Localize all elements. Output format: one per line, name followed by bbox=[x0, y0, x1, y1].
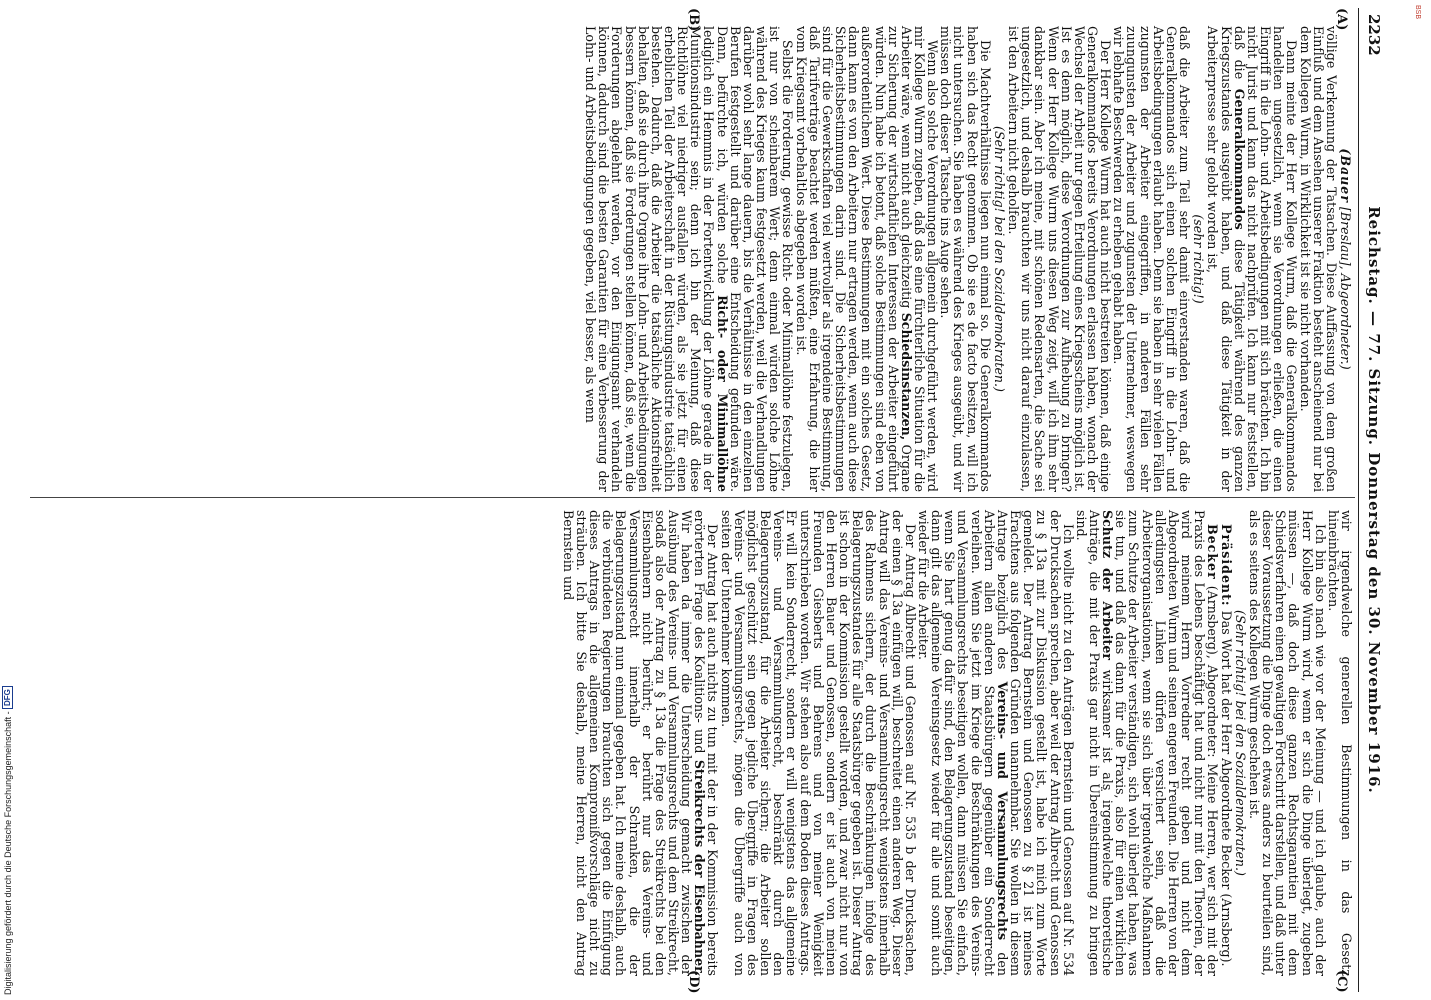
speaker-name: Präsident: bbox=[1218, 524, 1234, 607]
speaker-line bbox=[1339, 26, 1352, 492]
paragraph bbox=[1219, 510, 1232, 976]
speaker-role: [Breslau], Abgeordneter.) bbox=[1338, 202, 1353, 370]
paragraph: völlige Verkennung der Tatsachen. Diese Auffassung von dem großen Einfluß und dem Ansehen unserer Fraktion besteht anscheinend nur bei dem Kollegen Wurm, in Wirklichkeit ist sie nicht vorhanden. bbox=[1297, 26, 1339, 492]
text-run: Das Wort hat der Herr Abgeordnete Becker (Arnsberg). bbox=[1218, 606, 1234, 967]
dfg-logo: DFG bbox=[2, 686, 13, 709]
text-run: Ich wollte nicht zu den Anträgen Bernstein und Genossen auf Nr. 534 der Drucksachen sprechen, aber weil der Antrag Albrecht und Genossen zu § 13a mit zur Diskussion gestellt ist, habe ich mich zum Worte gemeldet. Der Antrag Bernstein und Genossen zu § 21 ist meines Erachtens aus folgenden Gründen unannehmbar. Sie wollen in diesem Antrage bezüglich des bbox=[994, 510, 1076, 976]
paragraph bbox=[794, 26, 939, 492]
text-run: Dann meinte der Herr Kollege Wurm, daß die Generalkommandos handelten ungesetzlich, wenn sie Verordnungen erließen, die einen Eingriff in die Lohn- und Arbeitsbedingungen mit sich brächten. Ich bin nicht Jurist und kann das nicht nachprüfen. Ich kann nur feststellen, daß die bbox=[1231, 26, 1300, 492]
text-run: Organe zur Sicherung der wirtschaftlichen Interessen der Arbeiter eingeführt würden. Nun habe ich betont, daß solche Bestimmungen sind eben von außerordentlichem Wert. Diese Bestimmungen mit ein solches Gesetz, dann kann es von den Arbeitern nur ertragen werden, wenn auch diese Sicherheitsbestimmungen darin sind. Die Sicherheitsbestimmungen sind für die Gewerkschaften viel wertvoller als irgendeine Bestimmung, daß Tarifverträge beachtet werden müßten, eine Erfahrung, die hier vom Kriegsamt vorbehaltlos abgegeben worden ist. bbox=[793, 26, 914, 493]
margin-marker-d: (D) bbox=[686, 970, 701, 994]
column-divider bbox=[30, 497, 1355, 498]
text-run: den Arbeitern allen anderen Staatsbürgern gegenüber ein Sonderrecht verleihen. Wenn Sie jetzt im Kriege die Beschränkungen des Vereins- und Versammlungsrechts beseitigen wollen, dann müssen Sie einfach, wenn Sie hart genug dafür sind, den Belagerungszustand beseitigen, dann gilt das allgemeine Vereinsgesetz wieder für alle und somit auch wieder für die Arbeiter. bbox=[916, 510, 1010, 976]
right-column bbox=[562, 510, 1353, 976]
footer-text: Digitalisierung gefördert durch die Deutsche Forschungsgemeinschaft - bbox=[3, 711, 13, 995]
text-run: diese Tätigkeit während des ganzen Kriegszustandes ausgeübt haben, und daß diese Tätigkeit in der Arbeiterpresse sehr gelobt worden ist, bbox=[1205, 26, 1247, 493]
text-run: Wir haben da immer die Unterscheidung gemacht zwischen der Ausübung des Vereins- und Versammlungsrechts und dem Streikrecht, sodaß also der Antrag zu § 13a die Frage des Streikrechts bei den Eisenbahnern nicht berührt; er berührt nur das Vereins- und Versammlungsrecht innerhalb der Schranken, die der Belagerungszustand nun einmal gegeben hat. Ich meine deshalb, auch die verbündeten Regierungen brauchten sich gegen die Einfügung dieses Antrags in die allgemeinen Kompromißvorschläge nicht zu sträuben. Ich bitte Sie deshalb, meine Herren, nicht den Antrag Bernstein und bbox=[560, 510, 695, 976]
margin-marker-a: (A) bbox=[1334, 8, 1349, 31]
stamp-label: BSB bbox=[1414, 4, 1421, 19]
rotated-page-content bbox=[20, 8, 1385, 992]
paragraph: wir irgendwelche generellen Bestimmungen in das Gesetz hineinbrächten. bbox=[1325, 510, 1354, 976]
paragraph: Ich bin also nach wie vor der Meinung — und ich glaube, auch der Herr Kollege Wurm wird, wenn er sich die Dinge überlegt, zugeben müssen —, daß doch diese ganzen Rechtsgarantien mit dem Schiedsverfahren einen gewaltigen Fortschritt darstellen, und daß unter dieser Voraussetzung die Dinge doch etwas anders zu beurteilen sind, als es seitens des Kollegen Wurm geschehen ist. bbox=[1246, 510, 1328, 976]
page-header bbox=[1361, 8, 1385, 992]
paragraph bbox=[917, 510, 1075, 976]
margin-marker-c: (C) bbox=[1334, 970, 1349, 993]
paragraph: Der Antrag Albrecht und Genossen auf Nr. 535 b der Drucksachen, der einen § 13a einfügen will, beschreitet einen anderen Weg. Dieser Antrag will das Vereins- und Versammlungsrecht wenigstens innerhalb des Rahmens sichern, der durch die Beschränkungen infolge des Belagerungszustandes für alle Staatsbürger gegeben ist. Dieser Antrag ist schon in der Kommission gestellt worden, und zwar nicht nur von den Herren Bauer und Genossen, sondern er ist auch von meinen Freunden Giesberts und Behrens und von meiner Wenigkeit unterschrieben worden. Wir stehen also auf dem Boden dieses Antrags. Er will kein Sonderrecht, sondern er will wenigstens das allgemeine Vereins- und Versammlungsrecht, beschränkt durch den Belagerungszustand, für die Arbeiter sichern; die Arbeiter sollen möglichst geschützt sein gegen jegliche Übergriffe in Fragen des Vereins- und Versammlungsrechts, mögen die Übergriffe auch von seiten der Unternehmer kommen. bbox=[718, 510, 918, 976]
text-run: Wenn also solche Verordnungen allgemein durchgeführt werden, wird mir Kollege Wurm zugeben, daß das eine fürchterliche Situation für die Arbeiter wäre, wenn nicht auch gleichzeitig bbox=[898, 26, 941, 492]
interjection: (sehr richtig!) bbox=[1191, 214, 1207, 304]
paragraph bbox=[562, 510, 720, 976]
emphasis: Streikrechts der Eisenbahner. bbox=[692, 759, 708, 976]
emphasis: Schutz der Arbeiter bbox=[1100, 510, 1116, 660]
emphasis: Vereins- und Versammlungsrechts bbox=[994, 681, 1010, 941]
paragraph bbox=[1075, 510, 1220, 976]
text-run: lediglich ein Hemmnis in der Fortentwicklung der Löhne gerade in der Munitionsindustrie sein; denn ich bin der Meinung, daß diese Richtlöhne viel niedriger ausfallen würden, als sie jetzt für einen erheblichen Teil der Arbeiterschaft in der Rüstungsindustrie tatsächlich bestehen. Dadurch, daß die Arbeiter die tatsächliche Aktionsfreiheit behalten, daß sie durch ihre Organe ihre Lohn- und Arbeitsbedingungen bessern können, daß sie Forderungen stellen können, daß sie, wenn die Forderungen abgelehnt werden, vor den Einigungsamt verhandeln können, dadurch sind die besten Garantien für eine Verbesserung der Lohn- und Arbeitsbedingungen gegeben, viel besser, als wenn bbox=[583, 26, 717, 492]
text-run: Der Antrag hat auch nichts zu tun mit der in der Kommission bereits erörterten Frage des Koalitions- und bbox=[692, 510, 721, 976]
margin-marker-b: (B) bbox=[686, 8, 701, 32]
emphasis: Richt- oder Minimallöhne bbox=[714, 295, 730, 493]
emphasis: Schiedsinstanzen, bbox=[898, 312, 914, 441]
interjection: (Sehr richtig! bei den Sozialdemokraten.) bbox=[1232, 610, 1248, 876]
speaker-name: (Bauer bbox=[1338, 148, 1353, 203]
speaker-name: Becker bbox=[1205, 524, 1221, 580]
text-run: (Arnsberg), Abgeordneter: Meine Herren, wer sich mit der Praxis des Lebens beschäftigt hat und nicht nur mit den Theorien, der wird meinem Herrn Vorredner recht geben und nicht dem Abgeordneten Wurm und seinen engeren Freunden. Die Herren von der allerdingsten Linken dürfen versichert sein, daß die Arbeiterorganisationen, wenn sie sich über irgendwelche Maßnahmen zum Schutze der Arbeiter verständigen, sich wohl überlegt haben, was sie tun, und daß das dann für die Praxis, also für einen wirklichen bbox=[1113, 510, 1221, 976]
paragraph: daß die Arbeiter zum Teil sehr damit einverstanden waren, daß die Generalkommandos sich einen solchen Eingriff in die Lohn- und Arbeitsbedingungen erlaubt haben. Denn sie haben in sehr vielen Fällen zugunsten der Arbeiter eingegriffen, in anderen Fällen sehr zuungunsten der Arbeiter und zugunsten der Unternehmer, weswegen wir lebhafte Beschwerden zu erheben gehabt haben. bbox=[1111, 26, 1193, 492]
emphasis: Generalkommandos bbox=[1231, 88, 1247, 230]
page-title: Reichstag. — 77. Sitzung. Donnerstag den 30. November 1916. bbox=[1365, 206, 1383, 794]
paragraph bbox=[1206, 26, 1298, 492]
paragraph: Die Machtverhältnisse liegen nun einmal so. Die Generalkommandos haben sich das Recht genommen. Ob sie es de facto besitzen, will ich nicht untersuchen. Sie haben es während des Krieges ausgeübt, und wir müssen doch dieser Tatsache ins Auge sehen. bbox=[938, 26, 993, 492]
page-number: 2232 bbox=[1365, 14, 1383, 56]
interjection: (Sehr richtig! bei den Sozialdemokraten.) bbox=[991, 126, 1007, 392]
library-stamp bbox=[1414, 4, 1428, 32]
footer-credit bbox=[2, 600, 16, 995]
text-run: wirksamer ist als irgendwelche theoretische Anträge, die mit der Praxis gar nicht in Übereinstimmung zu bringen sind. bbox=[1073, 510, 1116, 976]
paragraph bbox=[584, 26, 795, 492]
left-column bbox=[584, 26, 1353, 492]
header-rule bbox=[1358, 8, 1359, 992]
paragraph: Der Herr Kollege Wurm hat auch nicht bestreiten können, daß einige Generalkommandos bereits Verordnungen erlassen haben, wonach der Wechsel der Arbeit nur gegen Erteilung eines Kriegsscheins möglich ist. Ist es denn möglich, diese Verordnungen zur Aufhebung zu bringen? Wenn der Herr Kollege Wurm uns diesen Weg zeigt, will ich ihm sehr dankbar sein. Aber ich meine, mit schönen Redensarten, die Sache sei ungesetzlich, und deshalb brauchten wir uns nicht darauf einzulassen, ist den Arbeitern nicht geholfen. bbox=[1006, 26, 1114, 492]
text-run: Selbst die Forderung, gewisse Richt- oder Minimallöhne festzulegen, ist nur von scheinbarem Wert; denn einmal würden solche Löhne während des Krieges kaum festgesetzt werden, weil die Verhandlungen darüber wohl sehr lange dauern, bis die Verhältnisse in den einzelnen Berufen festgestellt und darüber eine Entscheidung gefunden wäre. Dann, befürchte ich, würden solche bbox=[714, 26, 796, 492]
